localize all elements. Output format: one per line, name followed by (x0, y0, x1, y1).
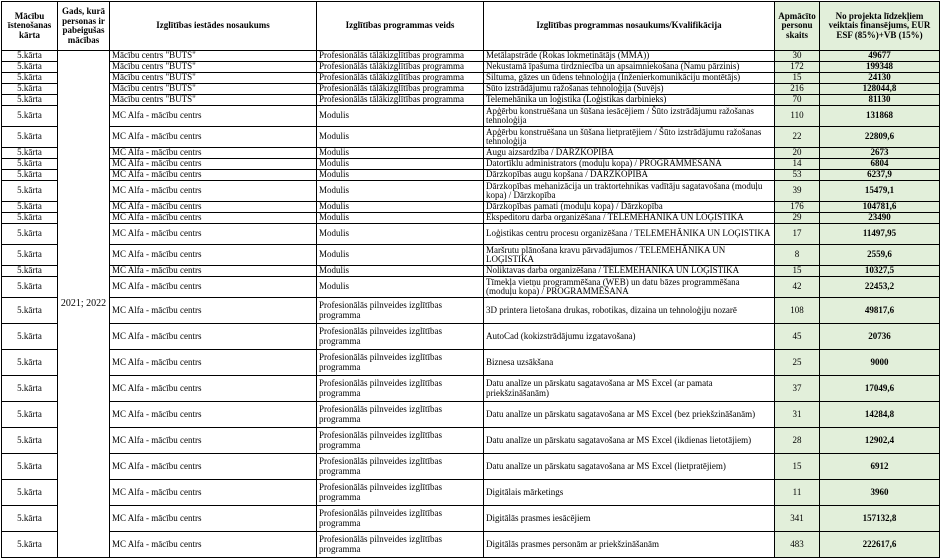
cell-iestade: MC Alfa - mācību centrs (110, 480, 317, 506)
cell-karta: 5.kārta (2, 95, 58, 106)
cell-programma: Dārzkopības mehanizācija un traktortehnikas vadītāju sagatavošana (moduļu kopa) / Dārzkopība (484, 181, 775, 202)
cell-skaits: 216 (775, 84, 820, 95)
cell-iestade: MC Alfa - mācību centrs (110, 298, 317, 324)
cell-skaits: 70 (775, 95, 820, 106)
cell-programma: Augu aizsardzība / DĀRZKOPĪBA (484, 148, 775, 159)
cell-veids: Profesionālās pilnveides izglītības programma (317, 376, 484, 402)
cell-finansejums: 81130 (820, 95, 940, 106)
cell-skaits: 341 (775, 506, 820, 532)
cell-programma: Dārzkopības augu kopšana / DĀRZKOPĪBA (484, 170, 775, 181)
cell-programma: Siltuma, gāzes un ūdens tehnoloģija (Inženierkomunikāciju montētājs) (484, 73, 775, 84)
cell-finansejums: 49817,6 (820, 298, 940, 324)
cell-finansejums: 24130 (820, 73, 940, 84)
cell-karta: 5.kārta (2, 181, 58, 202)
cell-skaits: 30 (775, 51, 820, 62)
cell-iestade: MC Alfa - mācību centrs (110, 245, 317, 266)
cell-karta: 5.kārta (2, 402, 58, 428)
cell-karta: 5.kārta (2, 376, 58, 402)
cell-skaits: 31 (775, 402, 820, 428)
cell-karta: 5.kārta (2, 84, 58, 95)
cell-karta: 5.kārta (2, 428, 58, 454)
table-row (2, 506, 940, 532)
cell-programma: Digitālās prasmes iesācējiem (484, 506, 775, 532)
cell-finansejums: 23490 (820, 213, 940, 224)
cell-veids: Profesionālās tālākizglītības programma (317, 51, 484, 62)
header-row (2, 2, 940, 51)
cell-veids: Modulis (317, 106, 484, 127)
cell-karta: 5.kārta (2, 224, 58, 245)
cell-iestade: MC Alfa - mācību centrs (110, 159, 317, 170)
cell-finansejums: 199348 (820, 62, 940, 73)
cell-skaits: 53 (775, 170, 820, 181)
table-row (2, 148, 940, 159)
cell-iestade: MC Alfa - mācību centrs (110, 202, 317, 213)
cell-veids: Profesionālās pilnveides izglītības programma (317, 454, 484, 480)
cell-finansejums: 22453,2 (820, 277, 940, 298)
cell-karta: 5.kārta (2, 266, 58, 277)
cell-karta: 5.kārta (2, 324, 58, 350)
cell-veids: Modulis (317, 277, 484, 298)
cell-iestade: MC Alfa - mācību centrs (110, 148, 317, 159)
header-veids: Izglītības programmas veids (317, 2, 484, 51)
cell-programma: Šūto izstrādājumu ražošanas tehnoloģija (Šuvējs) (484, 84, 775, 95)
cell-karta: 5.kārta (2, 480, 58, 506)
table-body (2, 51, 940, 558)
table-row (2, 213, 940, 224)
cell-finansejums: 128044,8 (820, 84, 940, 95)
cell-iestade: MC Alfa - mācību centrs (110, 181, 317, 202)
cell-karta: 5.kārta (2, 62, 58, 73)
table-row (2, 298, 940, 324)
table-row (2, 324, 940, 350)
cell-finansejums: 10327,5 (820, 266, 940, 277)
cell-programma: Dārzkopības pamati (moduļu kopa) / Dārzkopība (484, 202, 775, 213)
cell-programma: Digitālais mārketings (484, 480, 775, 506)
cell-veids: Profesionālās pilnveides izglītības programma (317, 428, 484, 454)
cell-veids: Profesionālās pilnveides izglītības programma (317, 324, 484, 350)
cell-skaits: 37 (775, 376, 820, 402)
cell-karta: 5.kārta (2, 277, 58, 298)
cell-veids: Modulis (317, 224, 484, 245)
table-row (2, 277, 940, 298)
cell-finansejums: 2559,6 (820, 245, 940, 266)
cell-skaits: 20 (775, 148, 820, 159)
cell-karta: 5.kārta (2, 148, 58, 159)
cell-programma: Digitālās prasmes personām ar priekšzināšanām (484, 532, 775, 558)
table-row (2, 51, 940, 62)
table-row (2, 350, 940, 376)
cell-veids: Modulis (317, 213, 484, 224)
table-row (2, 181, 940, 202)
cell-finansejums: 3960 (820, 480, 940, 506)
cell-finansejums: 6912 (820, 454, 940, 480)
cell-iestade: MC Alfa - mācību centrs (110, 170, 317, 181)
cell-skaits: 15 (775, 266, 820, 277)
cell-skaits: 110 (775, 106, 820, 127)
cell-karta: 5.kārta (2, 106, 58, 127)
cell-finansejums: 15479,1 (820, 181, 940, 202)
cell-karta: 5.kārta (2, 454, 58, 480)
cell-programma: Metālapstrāde (Rokas lokmetinātājs (MMA)) (484, 51, 775, 62)
cell-veids: Modulis (317, 159, 484, 170)
cell-veids: Profesionālās tālākizglītības programma (317, 84, 484, 95)
table-row (2, 62, 940, 73)
cell-karta: 5.kārta (2, 350, 58, 376)
table-row (2, 224, 940, 245)
cell-programma: Loģistikas centru procesu organizēšana / TELEMEHĀNIKA UN LOĢISTIKA (484, 224, 775, 245)
cell-finansejums: 9000 (820, 350, 940, 376)
cell-veids: Profesionālās pilnveides izglītības programma (317, 298, 484, 324)
cell-skaits: 108 (775, 298, 820, 324)
cell-programma: Datu analīze un pārskatu sagatavošana ar MS Excel (bez priekšzināšanām) (484, 402, 775, 428)
cell-programma: Telemehānika un loģistika (Loģistikas darbinieks) (484, 95, 775, 106)
cell-iestade: MC Alfa - mācību centrs (110, 324, 317, 350)
cell-programma: Ekspeditoru darba organizēšana / TELEMEHĀNIKA UN LOĢISTIKA (484, 213, 775, 224)
cell-iestade: Mācību centrs "BUTS" (110, 62, 317, 73)
cell-karta: 5.kārta (2, 298, 58, 324)
training-table (1, 1, 940, 558)
cell-finansejums: 11497,95 (820, 224, 940, 245)
cell-skaits: 39 (775, 181, 820, 202)
cell-veids: Profesionālās tālākizglītības programma (317, 62, 484, 73)
cell-karta: 5.kārta (2, 245, 58, 266)
cell-veids: Modulis (317, 266, 484, 277)
cell-gads: 2021; 2022 (58, 51, 110, 558)
cell-finansejums: 6804 (820, 159, 940, 170)
cell-programma: Biznesa uzsākšana (484, 350, 775, 376)
cell-finansejums: 157132,8 (820, 506, 940, 532)
cell-finansejums: 2673 (820, 148, 940, 159)
cell-veids: Modulis (317, 181, 484, 202)
cell-karta: 5.kārta (2, 73, 58, 84)
cell-iestade: MC Alfa - mācību centrs (110, 376, 317, 402)
cell-karta: 5.kārta (2, 213, 58, 224)
cell-iestade: MC Alfa - mācību centrs (110, 277, 317, 298)
table-row (2, 95, 940, 106)
cell-finansejums: 131868 (820, 106, 940, 127)
cell-programma: Datu analīze un pārskatu sagatavošana ar MS Excel (ar pamata priekšzināšanām) (484, 376, 775, 402)
cell-iestade: Mācību centrs "BUTS" (110, 51, 317, 62)
cell-finansejums: 222617,6 (820, 532, 940, 558)
cell-finansejums: 12902,4 (820, 428, 940, 454)
cell-finansejums: 14284,8 (820, 402, 940, 428)
cell-veids: Profesionālās pilnveides izglītības programma (317, 480, 484, 506)
cell-iestade: MC Alfa - mācību centrs (110, 428, 317, 454)
cell-programma: Apģērbu konstruēšana un šūšana iesācējiem / Šūto izstrādājumu ražošanas tehnoloģija (484, 106, 775, 127)
cell-skaits: 172 (775, 62, 820, 73)
cell-programma: AutoCad (kokizstrādājumu izgatavošana) (484, 324, 775, 350)
cell-skaits: 45 (775, 324, 820, 350)
cell-veids: Profesionālās tālākizglītības programma (317, 73, 484, 84)
cell-iestade: MC Alfa - mācību centrs (110, 213, 317, 224)
cell-iestade: Mācību centrs "BUTS" (110, 84, 317, 95)
table-row (2, 73, 940, 84)
cell-veids: Modulis (317, 170, 484, 181)
header-skaits: Apmācīto personu skaits (775, 2, 820, 51)
header-programma: Izglītības programmas nosaukums/Kvalifikācija (484, 2, 775, 51)
cell-skaits: 22 (775, 127, 820, 148)
cell-veids: Profesionālās pilnveides izglītības programma (317, 402, 484, 428)
header-karta: Mācību īstenošanas kārta (2, 2, 58, 51)
cell-veids: Profesionālās pilnveides izglītības programma (317, 350, 484, 376)
cell-iestade: MC Alfa - mācību centrs (110, 224, 317, 245)
cell-skaits: 176 (775, 202, 820, 213)
cell-skaits: 17 (775, 224, 820, 245)
cell-finansejums: 20736 (820, 324, 940, 350)
table-row (2, 245, 940, 266)
table-row (2, 106, 940, 127)
cell-programma: Datortīklu administrators (moduļu kopa) / PROGRAMMĒŠANA (484, 159, 775, 170)
cell-karta: 5.kārta (2, 202, 58, 213)
cell-programma: Maršrutu plānošana kravu pārvadājumos / TELEMEHĀNIKA UN LOĢISTIKA (484, 245, 775, 266)
table-row (2, 402, 940, 428)
header-iestade: Izglītības iestādes nosaukums (110, 2, 317, 51)
header-gads: Gads, kurā personas ir pabeigušas mācības (58, 2, 110, 51)
cell-finansejums: 17049,6 (820, 376, 940, 402)
table-row (2, 202, 940, 213)
cell-veids: Modulis (317, 148, 484, 159)
table-row (2, 170, 940, 181)
cell-karta: 5.kārta (2, 127, 58, 148)
cell-veids: Modulis (317, 245, 484, 266)
table-row (2, 480, 940, 506)
cell-iestade: MC Alfa - mācību centrs (110, 532, 317, 558)
table-row (2, 376, 940, 402)
cell-veids: Profesionālās pilnveides izglītības programma (317, 532, 484, 558)
cell-iestade: MC Alfa - mācību centrs (110, 106, 317, 127)
table-row (2, 532, 940, 558)
cell-karta: 5.kārta (2, 506, 58, 532)
cell-skaits: 483 (775, 532, 820, 558)
table-row (2, 84, 940, 95)
cell-iestade: MC Alfa - mācību centrs (110, 506, 317, 532)
cell-programma: Tīmekļa vietņu programmēšana (WEB) un datu bāzes programmēšana (moduļu kopa) / PROGRAMMĒŠANA (484, 277, 775, 298)
cell-veids: Modulis (317, 202, 484, 213)
cell-karta: 5.kārta (2, 170, 58, 181)
cell-skaits: 15 (775, 454, 820, 480)
cell-skaits: 15 (775, 73, 820, 84)
cell-programma: Datu analīze un pārskatu sagatavošana ar MS Excel (ikdienas lietotājiem) (484, 428, 775, 454)
cell-programma: Nekustamā īpašuma tirdzniecība un apsaimniekošana (Namu pārzinis) (484, 62, 775, 73)
cell-iestade: MC Alfa - mācību centrs (110, 127, 317, 148)
cell-finansejums: 6237,9 (820, 170, 940, 181)
cell-iestade: MC Alfa - mācību centrs (110, 350, 317, 376)
cell-skaits: 25 (775, 350, 820, 376)
cell-programma: Datu analīze un pārskatu sagatavošana ar MS Excel (lietpratējiem) (484, 454, 775, 480)
cell-veids: Modulis (317, 127, 484, 148)
cell-skaits: 29 (775, 213, 820, 224)
cell-skaits: 42 (775, 277, 820, 298)
cell-veids: Profesionālās pilnveides izglītības programma (317, 506, 484, 532)
header-finansejums: No projekta līdzekļiem veiktais finansējums, EUR ESF (85%)+VB (15%) (820, 2, 940, 51)
cell-iestade: MC Alfa - mācību centrs (110, 266, 317, 277)
cell-iestade: MC Alfa - mācību centrs (110, 402, 317, 428)
cell-karta: 5.kārta (2, 159, 58, 170)
table-row (2, 127, 940, 148)
table-row (2, 266, 940, 277)
cell-iestade: Mācību centrs "BUTS" (110, 73, 317, 84)
cell-programma: Apģērbu konstruēšana un šūšana lietpratējiem / Šūto izstrādājumu ražošanas tehnoloģija (484, 127, 775, 148)
cell-iestade: MC Alfa - mācību centrs (110, 454, 317, 480)
cell-finansejums: 104781,6 (820, 202, 940, 213)
table-row (2, 159, 940, 170)
cell-skaits: 11 (775, 480, 820, 506)
cell-skaits: 14 (775, 159, 820, 170)
cell-programma: Noliktavas darba organizēšana / TELEMEHĀNIKA UN LOĢISTIKA (484, 266, 775, 277)
cell-iestade: Mācību centrs "BUTS" (110, 95, 317, 106)
cell-finansejums: 22809,6 (820, 127, 940, 148)
cell-karta: 5.kārta (2, 532, 58, 558)
cell-finansejums: 49677 (820, 51, 940, 62)
table-row (2, 454, 940, 480)
cell-skaits: 8 (775, 245, 820, 266)
cell-programma: 3D printera lietošana drukas, robotikas, dizaina un tehnoloģiju nozarē (484, 298, 775, 324)
table-row (2, 428, 940, 454)
cell-skaits: 28 (775, 428, 820, 454)
cell-karta: 5.kārta (2, 51, 58, 62)
cell-veids: Profesionālās tālākizglītības programma (317, 95, 484, 106)
